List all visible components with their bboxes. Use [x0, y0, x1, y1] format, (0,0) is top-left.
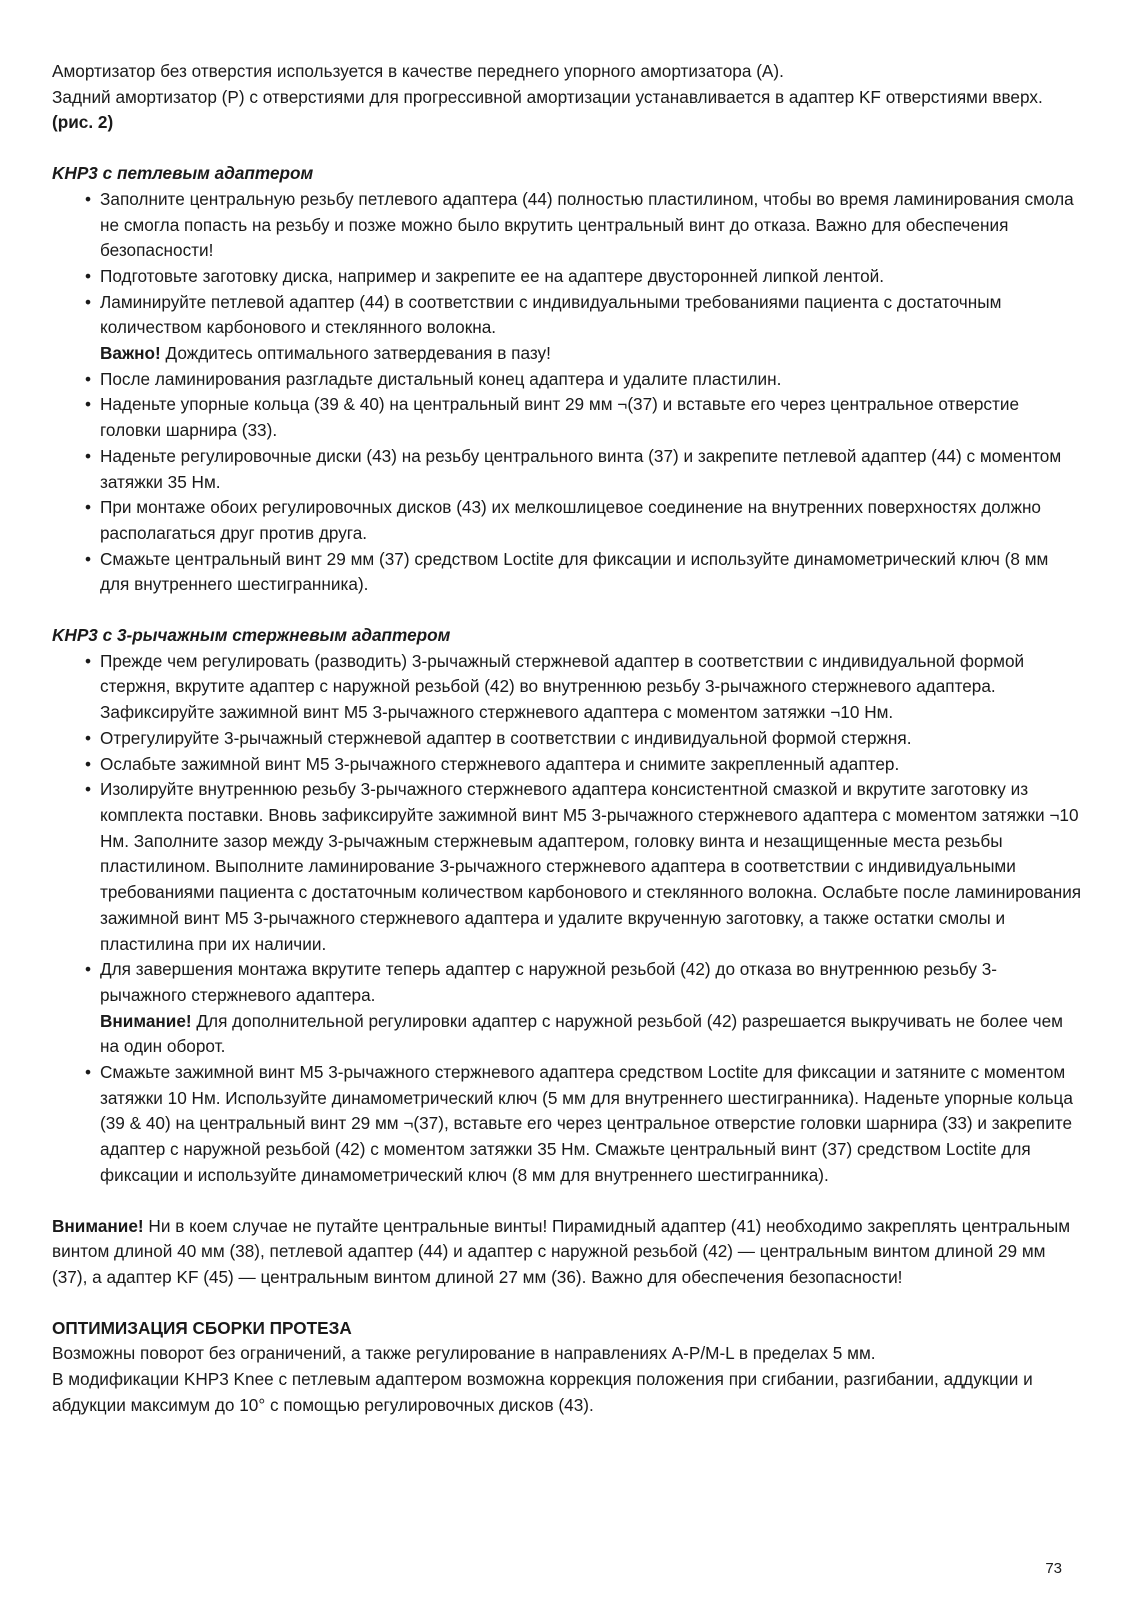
bullet-icon: • [85, 265, 92, 286]
list-item [85, 187, 1082, 264]
bullet-icon: • [85, 291, 92, 312]
list-item-text: Заполните центральную резьбу петлевого адаптера (44) полностью пластилином, чтобы во время ламинирования смола не смогла попасть на резьбу и позже можно было вкрутить центральный винт до отказа. Важно для обеспечения безопасности! [100, 188, 1074, 261]
list-item-text: Для завершения монтажа вкрутите теперь адаптер с наружной резьбой (42) до отказа во внутреннюю резьбу 3-рычажного стержневого адаптера. [100, 959, 998, 1005]
spacer [52, 598, 1082, 623]
list-item-text: Смажьте центральный винт 29 мм (37) средством Loctite для фиксации и используйте динамометрический ключ (8 мм для внутреннего шестигранника). [100, 548, 1049, 595]
list-item-text: При монтаже обоих регулировочных дисков (43) их мелкошлицевое соединение на внутренних поверхностях должно располагаться друг против друга. [100, 497, 1041, 543]
document-page [52, 59, 1082, 1418]
list-item-text: Прежде чем регулировать (разводить) 3-рычажный стержневой адаптер в соответствии с индивидуальной формой стержня, вкрутите адаптер с наружной резьбой (42) во внутреннюю резьбу 3-рычажного стержневого адаптера. Зафиксируйте зажимной винт M5 3-рычажного стержневого адаптера с моментом затяжки ¬10 Нм. [100, 650, 1025, 723]
note-label: Важно! [100, 343, 161, 364]
list-item [85, 777, 1082, 957]
list-item [85, 649, 1082, 726]
bullet-icon: • [85, 779, 92, 800]
rod-adapter-heading: KHP3 с 3-рычажным стержневым адаптером [52, 625, 451, 646]
bullet-icon: • [85, 394, 92, 415]
note-text: Для дополнительной регулировки адаптер с наружной резьбой (42) разрешается выкручивать не более чем на один оборот. [100, 1010, 1063, 1057]
warning-label: Внимание! [52, 1215, 144, 1236]
bullet-icon: • [85, 727, 92, 748]
spacer [52, 136, 1082, 161]
list-item-text: Подготовьте заготовку диска, например и закрепите ее на адаптере двусторонней липкой лентой. [100, 265, 885, 286]
loop-adapter-heading: KHP3 с петлевым адаптером [52, 163, 314, 184]
spacer [52, 1291, 1082, 1316]
list-item [85, 1060, 1082, 1189]
warning-paragraph [52, 1214, 1082, 1291]
bullet-icon: • [85, 188, 92, 209]
bullet-icon: • [85, 650, 92, 671]
list-item-text: Ламинируйте петлевой адаптер (44) в соответствии с индивидуальными требованиями пациента с достаточным количеством карбонового и стеклянного волокна. [100, 291, 1002, 338]
list-item [85, 392, 1082, 443]
list-item [85, 290, 1082, 367]
list-item-text: Изолируйте внутреннюю резьбу 3-рычажного стержневого адаптера консистентной смазкой и вкрутите заготовку из комплекта поставки. Вновь зафиксируйте зажимной винт M5 3-рычажного стержневого адаптера с моментом затяжки ¬10 Нм. Заполните зазор между 3-рычажным стержневым адаптером, головку винта и незащищенные места резьбы пластилином. Выполните ламинирование 3-рычажного стержневого адаптера в соответствии с индивидуальными требованиями пациента с достаточным количеством карбонового и стеклянного волокна. Ослабьте после ламинирования зажимной винт M5 3-рычажного стержневого адаптера и удалите вкрученную заготовку, а также остатки смолы и пластилина при их наличии. [100, 779, 1082, 954]
page-number: 73 [1045, 1560, 1062, 1577]
bullet-icon: • [85, 368, 92, 389]
bullet-icon: • [85, 445, 92, 466]
list-item [85, 495, 1082, 546]
list-item [85, 444, 1082, 495]
bullet-icon: • [85, 1062, 92, 1083]
list-item-note [100, 341, 1082, 367]
bullet-icon: • [85, 959, 92, 980]
list-item-text: Ослабьте зажимной винт M5 3-рычажного стержневого адаптера и снимите закрепленный адаптер. [100, 753, 900, 774]
optimization-line-2: В модификации KHP3 Knee с петлевым адаптером возможна коррекция положения при сгибании, разгибании, аддукции и абдукции максимум до 10° с помощью регулировочных дисков (43). [52, 1369, 1033, 1415]
optimization-heading: ОПТИМИЗАЦИЯ СБОРКИ ПРОТЕЗА [52, 1317, 352, 1338]
list-item [85, 264, 1082, 290]
list-item-text: Наденьте упорные кольца (39 & 40) на центральный винт 29 мм ¬(37) и вставьте его через центральное отверстие головки шарнира (33). [100, 394, 1020, 441]
optimization-line-1: Возможны поворот без ограничений, а также регулирование в направлениях A-P/M-L в пределах 5 мм. [52, 1343, 876, 1364]
warning-text: Ни в коем случае не путайте центральные винты! Пирамидный адаптер (41) необходимо закреплять центральным винтом длиной 40 мм (38), петлевой адаптер (44) и адаптер с наружной резьбой (42) — центральным винтом длиной 29 мм (37), а адаптер KF (45) — центральным винтом длиной 27 мм (36). Важно для обеспечения безопасности! [52, 1215, 1071, 1287]
note-text: Дождитесь оптимального затвердевания в пазу! [160, 343, 551, 364]
spacer [52, 1189, 1082, 1214]
list-item [85, 726, 1082, 752]
intro-line-2-text: Задний амортизатор (P) с отверстиями для прогрессивной амортизации устанавливается в адаптер KF отверстиями вверх. [52, 86, 1043, 107]
bullet-icon: • [85, 497, 92, 518]
bullet-icon: • [85, 548, 92, 569]
rod-adapter-list [52, 649, 1082, 1189]
loop-adapter-list [52, 187, 1082, 598]
list-item-text: После ламинирования разгладьте дистальный конец адаптера и удалите пластилин. [100, 368, 782, 389]
list-item-text: Отрегулируйте 3-рычажный стержневой адаптер в соответствии с индивидуальной формой стержня. [100, 727, 912, 748]
list-item [85, 957, 1082, 1060]
list-item-text: Смажьте зажимной винт M5 3-рычажного стержневого адаптера средством Loctite для фиксации и затяните с моментом затяжки 10 Нм. Используйте динамометрический ключ (5 мм для внутреннего шестигранника). Наденьте упорные кольца (39 & 40) на центральный винт 29 мм ¬(37), вставьте его через центральное отверстие головки шарнира (33) и закрепите адаптер с наружной резьбой (42) с моментом затяжки 35 Нм. Смажьте центральный винт (37) средством Loctite для фиксации и используйте динамометрический ключ (8 мм для внутреннего шестигранника). [100, 1062, 1073, 1185]
intro-line-2 [52, 85, 1082, 136]
figure-reference: (рис. 2) [52, 112, 114, 133]
list-item [85, 367, 1082, 393]
list-item-note [100, 1009, 1082, 1060]
list-item [85, 547, 1082, 598]
list-item-text: Наденьте регулировочные диски (43) на резьбу центрального винта (37) и закрепите петлевой адаптер (44) с моментом затяжки 35 Нм. [100, 445, 1062, 492]
intro-line-1: Амортизатор без отверстия используется в качестве переднего упорного амортизатора (A). [52, 61, 784, 81]
note-label: Внимание! [100, 1010, 192, 1031]
bullet-icon: • [85, 753, 92, 774]
list-item [85, 752, 1082, 778]
